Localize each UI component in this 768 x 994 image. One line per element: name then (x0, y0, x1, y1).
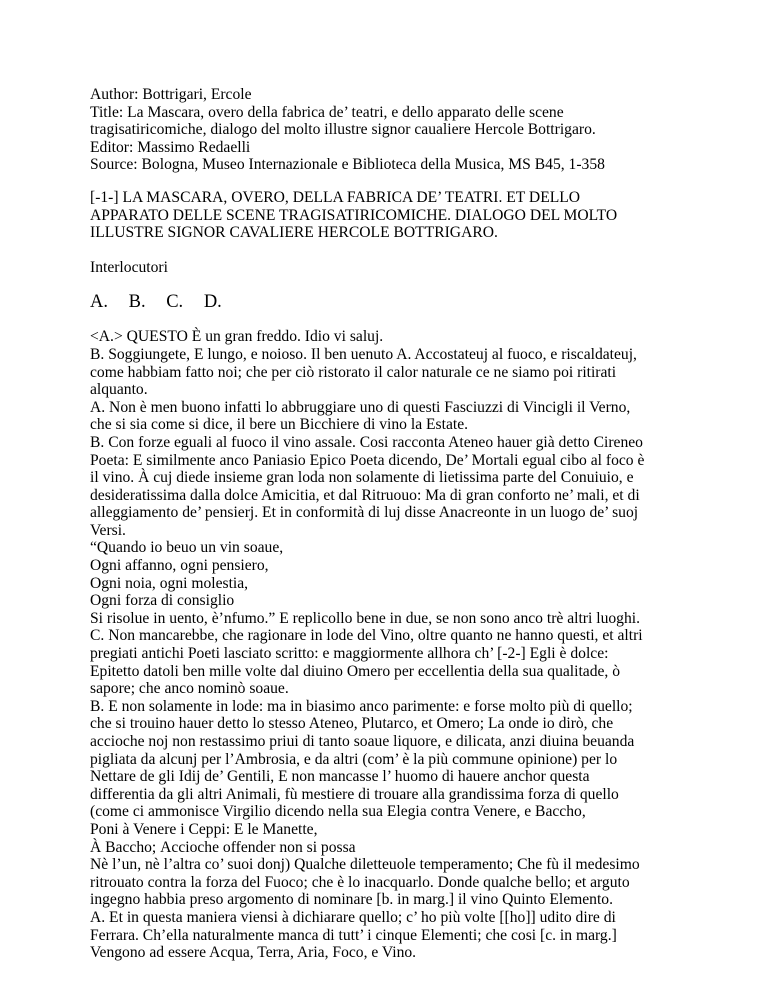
editor-line: Editor: Massimo Redaelli (90, 138, 251, 156)
body-line: B. Con forze eguali al fuoco il vino assale. Cosi racconta Ateneo hauer già detto Cireneo (90, 433, 643, 451)
body-line: differentia da gli altri Animali, fù mestiere di trouare alla grandissima forza di quello (90, 785, 619, 803)
speaker-list (90, 291, 690, 313)
body-line: B. Soggiungete, E lungo, e noioso. Il ben uenuto A. Accostateuj al fuoco, e riscaldateuj, (90, 345, 637, 363)
speaker-label: C. (166, 292, 184, 313)
body-line: sapore; che anco nominò soaue. (90, 680, 289, 698)
body-line: alleggiamento de’ pensierj. Et in conformità di luj disse Anacreonte in un luogo de’ suoj (90, 504, 639, 522)
speaker-label: A. (90, 292, 108, 313)
heading-line: [-1-] LA MASCARA, OVERO, DELLA FABRICA DE’ TEATRI. ET DELLO (90, 188, 581, 206)
heading-line: ILLUSTRE SIGNOR CAVALIERE HERCOLE BOTTRIGARO. (90, 224, 498, 242)
body-line: come habbiam fatto noi; che per ciò ristorato il calor naturale ce ne siamo poi ritirati (90, 363, 617, 381)
dialogue-body (90, 328, 690, 961)
body-line: Nettare de gli Idij de’ Gentili, E non mancasse l’ huomo di hauere anchor questa (90, 768, 590, 786)
body-line: (come ci ammonisce Virgilio dicendo nella sua Elegia contra Venere, e Baccho, (90, 803, 586, 821)
verse-line: Ogni noia, ogni molestia, (90, 574, 249, 592)
document-page (90, 86, 690, 962)
body-line: alquanto. (90, 381, 148, 399)
source-line: Source: Bologna, Museo Internazionale e Biblioteca della Musica, MS B45, 1-358 (90, 156, 605, 174)
body-line: B. E non solamente in lode: ma in biasimo anco parimente: e forse molto più di quello; (90, 697, 633, 715)
body-line: desideratissima dalla dolce Amicitia, et dal Ritruouo: Ma di gran conforto ne’ mali, et di (90, 486, 640, 504)
body-line: Epitetto datoli ben mille volte dal diuino Omero per eccellentia della sua qualitade, ò (90, 662, 621, 680)
speaker-label: B. (128, 292, 146, 313)
body-line: A. Non è men buono infatti lo abbruggiare uno di questi Fasciuzzi di Vincigli il Verno, (90, 398, 631, 416)
body-line: A. Et in questa maniera viensi à dichiarare quello; c’ ho più volte [[ho]] udito dire di (90, 908, 616, 926)
document-heading (90, 189, 690, 242)
body-line: che si sia come si dice, il bere un Bicchiere di vino la Estate. (90, 416, 469, 434)
body-line: che si trouino hauer detto lo stesso Ateneo, Plutarco, et Omero; La onde io dirò, che (90, 715, 614, 733)
body-line: ritrouato contra la forza del Fuoco; che è lo inacquarlo. Donde qualche bello; et arguto (90, 873, 630, 891)
metadata-block (90, 86, 690, 174)
body-line: pregiati antichi Poeti lasciato scritto: e maggiormente allhora ch’ [-2-] Egli è dolce: (90, 645, 609, 663)
body-line: Poeta: E similmente anco Paniasio Epico Poeta dicendo, De’ Mortali egual cibo al foco è (90, 451, 645, 469)
body-line: il vino. À cuj diede insieme gran loda non solamente di lietissima parte del Conuiuio, e (90, 469, 634, 487)
body-line: Vengono ad essere Acqua, Terra, Aria, Foco, e Vino. (90, 944, 417, 962)
verse-line: Ogni affanno, ogni pensiero, (90, 557, 269, 575)
body-line: Si risolue in uento, è’nfumo.” E replicollo bene in due, se non sono anco trè altri luoghi. (90, 609, 640, 627)
heading-line: APPARATO DELLE SCENE TRAGISATIRICOMICHE. DIALOGO DEL MOLTO (90, 206, 618, 224)
body-line: pigliata da alcunj per l’Ambrosia, e da altri (com’ è la più commune opinione) per lo (90, 750, 618, 768)
body-line: <A.> QUESTO È un gran freddo. Idio vi saluj. (90, 328, 384, 346)
verse-line: À Bacchо; Accioche offender non si possa (90, 838, 356, 856)
body-line: Ferrara. Ch’ella naturalmente manca di tutt’ i cinque Elementi; che cosi [c. in marg.] (90, 926, 617, 944)
speaker-label: D. (203, 292, 222, 313)
verse-line: “Quando io beuo un vin soaue, (90, 539, 284, 557)
body-line: ingegno habbia preso argomento di nominare [b. in marg.] il vino Quinto Elemento. (90, 891, 614, 909)
body-line: Versi. (90, 521, 126, 539)
body-line: C. Non mancarebbe, che ragionare in lode del Vino, oltre quanto ne hanno questi, et altri (90, 627, 643, 645)
interlocutori-label: Interlocutori (90, 258, 168, 276)
author-line: Author: Bottrigari, Ercole (90, 86, 252, 103)
verse-line: Poni à Venere i Ceppi: E le Manette, (90, 820, 318, 838)
body-line: accioche noj non restassimo priui di tanto soaue liquore, e dilicata, anzi diuina beuanda (90, 733, 635, 750)
title-line: tragisatiricomiche, dialogo del molto illustre signor caualiere Hercole Bottrigaro. (90, 121, 596, 139)
verse-line: Ogni forza di consiglio (90, 592, 235, 610)
title-line: Title: La Mascara, overo della fabrica de’ teatri, e dello apparato delle scene (90, 103, 564, 121)
body-line: Nè l’un, nè l’altra co’ suoi donj) Qualche diletteuole temperamento; Che fù il medesimo (90, 856, 640, 874)
